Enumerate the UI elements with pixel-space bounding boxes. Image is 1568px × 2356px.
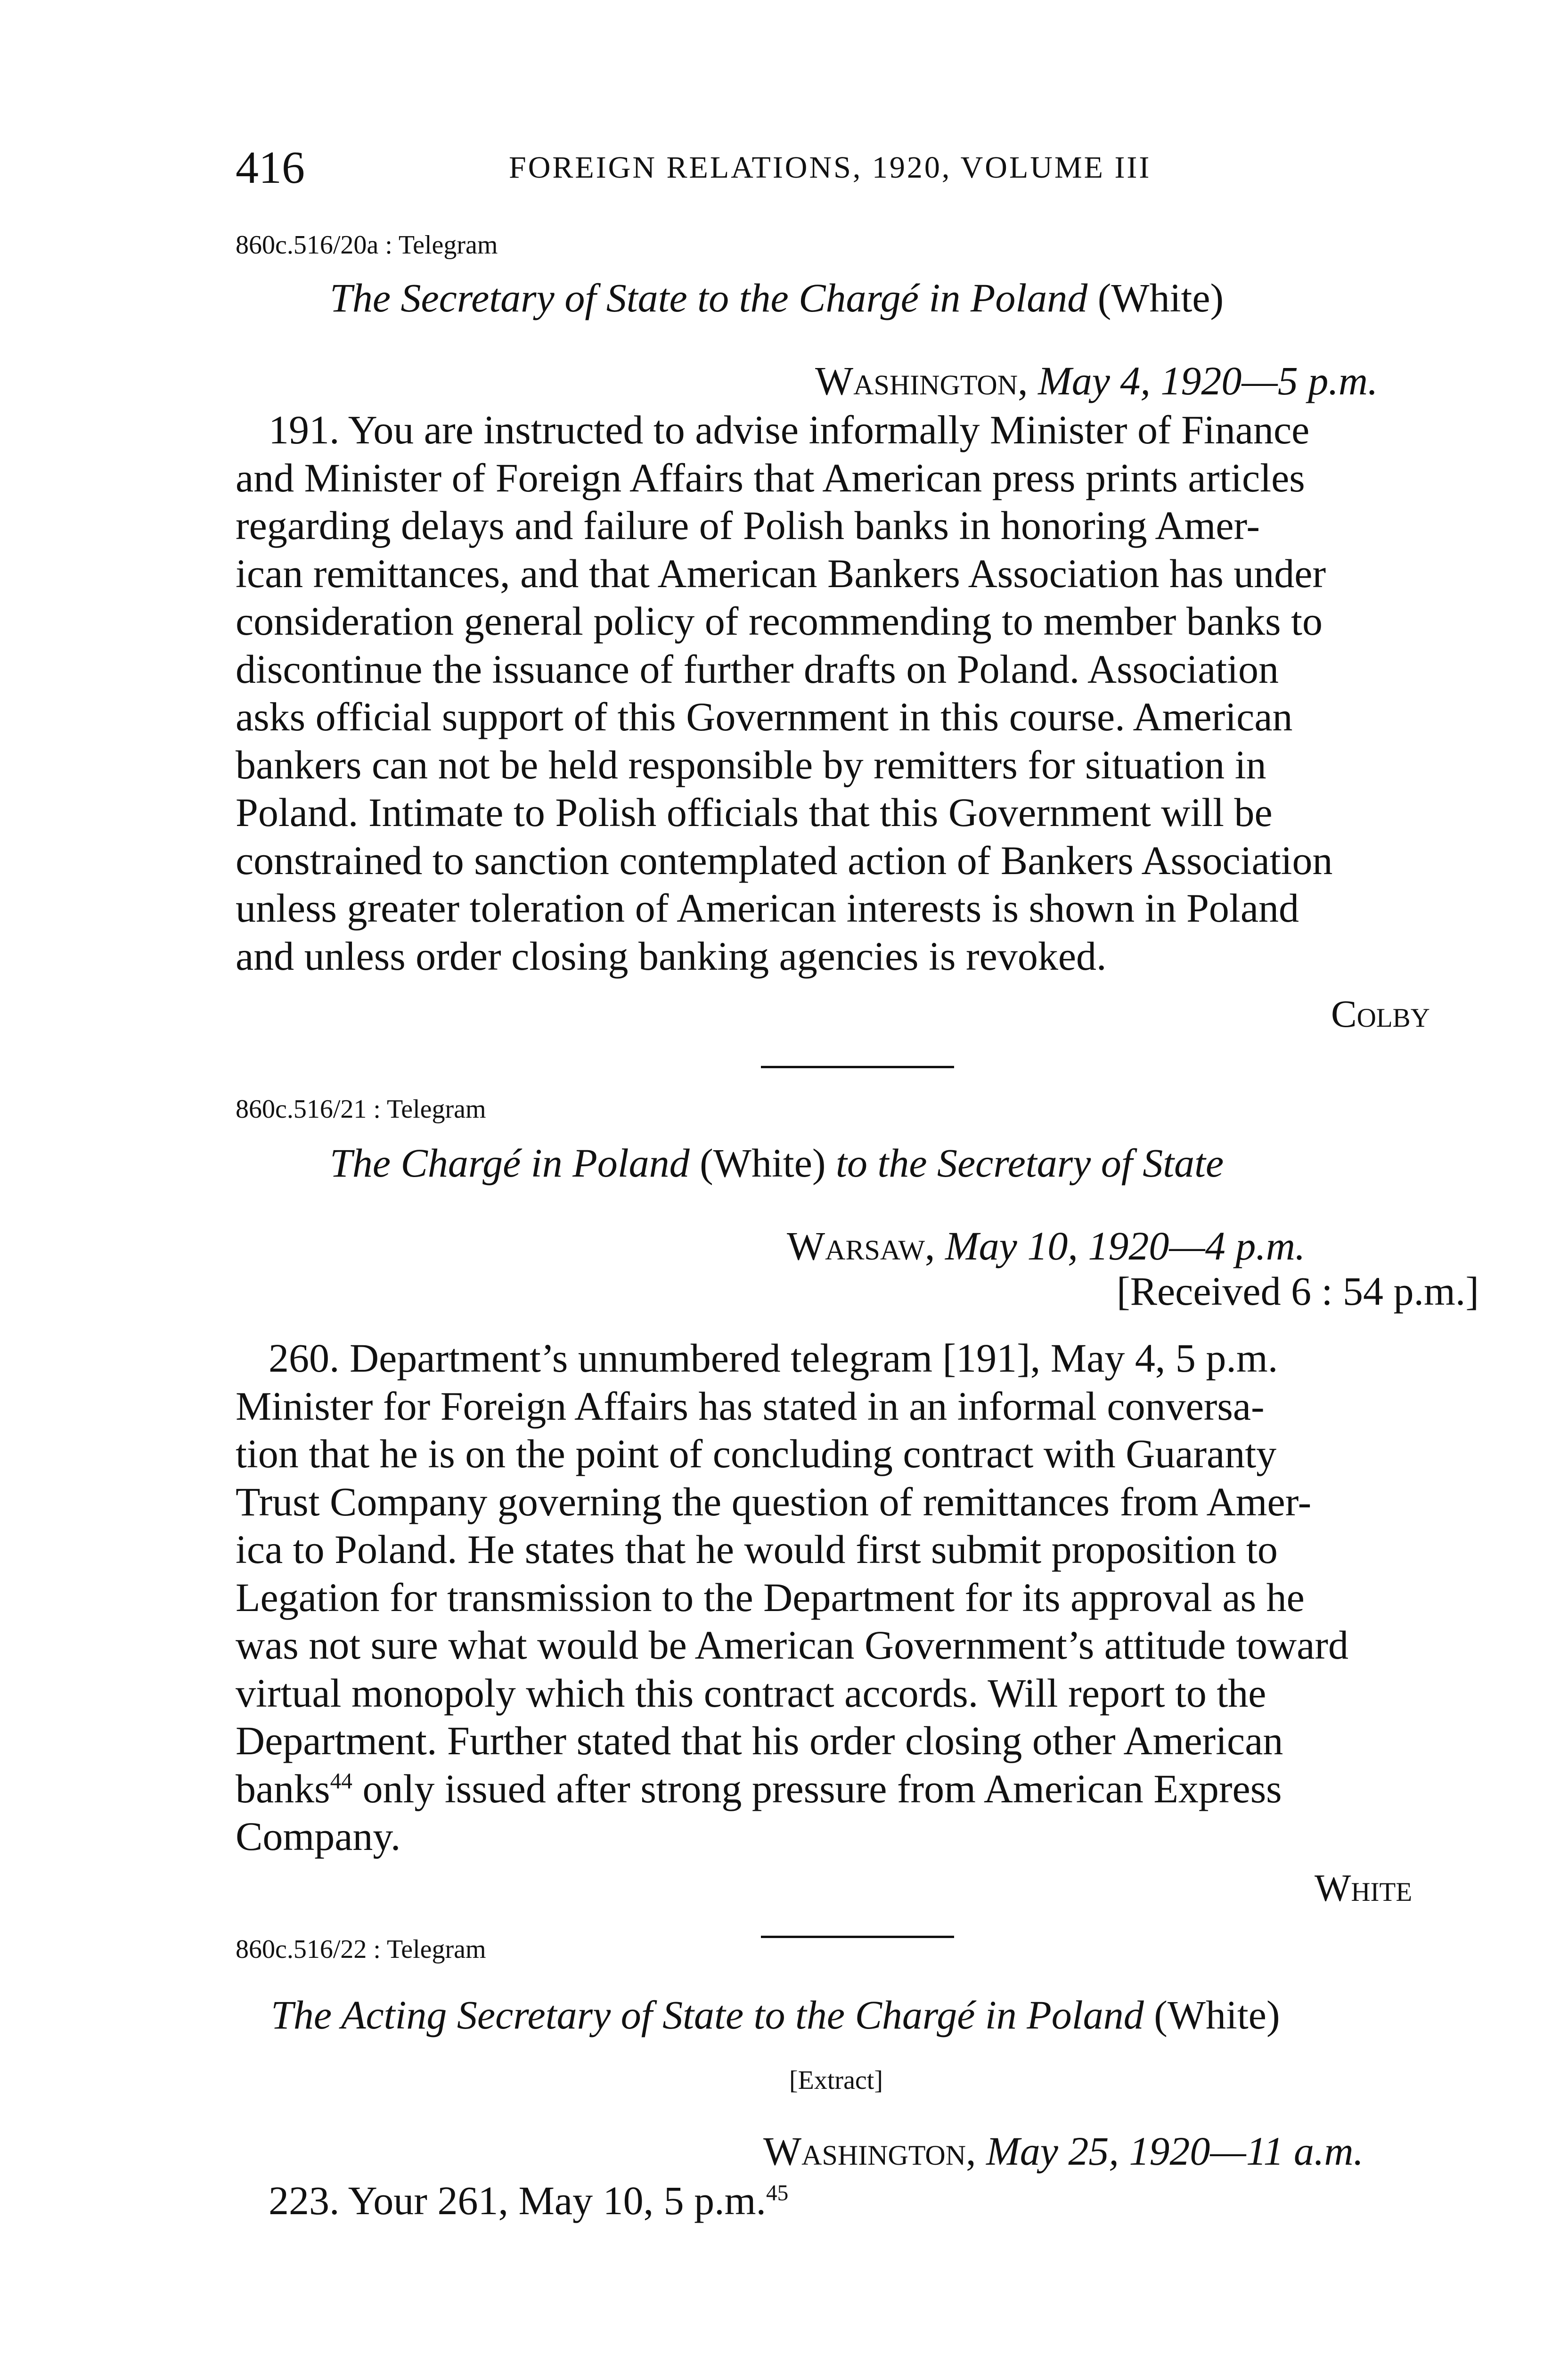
doc3-body <box>269 2177 1482 2225</box>
doc3-body-line: 223. Your 261, May 10, 5 p.m. <box>269 2178 766 2223</box>
doc3-dateline-place: Washington, <box>763 2128 976 2174</box>
doc1-body-line: Poland. Intimate to Polish officials that this Government will be <box>236 790 1273 835</box>
doc2-body-line: 260. Department’s unnumbered telegram [191], May 4, 5 p.m. <box>269 1335 1278 1381</box>
doc2-body-line: ica to Poland. He states that he would first submit proposition to <box>236 1527 1278 1572</box>
doc3-dateline <box>763 2127 1364 2175</box>
doc1-body-line: asks official support of this Government in this course. American <box>236 694 1293 739</box>
doc2-body-line: Minister for Foreign Affairs has stated in an informal conversa- <box>236 1383 1265 1429</box>
doc2-body-line: virtual monopoly which this contract accords. Will report to the <box>236 1670 1266 1716</box>
doc2-banks-word: banks <box>236 1766 330 1811</box>
doc2-body <box>236 1334 1449 1861</box>
doc1-body-line: consideration general policy of recommending to member banks to <box>236 598 1323 644</box>
doc3-extract-label: [Extract] <box>789 2066 883 2095</box>
doc1-body-line: constrained to sanction contemplated action of Bankers Association <box>236 837 1333 883</box>
doc1-title-paren: (White) <box>1097 275 1224 320</box>
doc2-dateline-date: May 10, 1920—4 p.m. <box>945 1223 1306 1268</box>
doc2-title-post: to the Secretary of State <box>836 1140 1224 1186</box>
doc3-file-ref: 860c.516/22 : Telegram <box>236 1935 486 1964</box>
doc2-title-pre: The Chargé in Poland <box>330 1140 690 1186</box>
doc1-dateline-place: Washington, <box>815 358 1028 403</box>
doc3-dateline-date: May 25, 1920—11 a.m. <box>986 2128 1364 2174</box>
footnote-ref-44: 44 <box>330 1768 352 1793</box>
doc2-title-paren: (White) <box>700 1140 826 1186</box>
doc3-title-paren: (White) <box>1154 1992 1280 2037</box>
section-divider <box>761 1066 954 1068</box>
doc1-body-line: bankers can not be held responsible by remitters for situation in <box>236 742 1266 787</box>
doc1-body <box>236 406 1449 980</box>
doc1-body-line: discontinue the issuance of further drafts on Poland. Association <box>236 646 1279 692</box>
doc2-body-line-banks <box>236 1765 1449 1813</box>
doc1-signature: Colby <box>1331 992 1430 1035</box>
page-number: 416 <box>236 142 305 193</box>
doc2-body-line: Company. <box>236 1814 401 1859</box>
doc2-file-ref: 860c.516/21 : Telegram <box>236 1095 486 1124</box>
doc1-dateline <box>815 357 1378 404</box>
section-divider <box>761 1936 954 1938</box>
doc2-body-line: Legation for transmission to the Department for its approval as he <box>236 1574 1305 1620</box>
doc1-title-text: The Secretary of State to the Chargé in Poland <box>330 275 1088 320</box>
doc1-body-line: and Minister of Foreign Affairs that American press prints articles <box>236 455 1305 500</box>
doc2-dateline <box>787 1222 1305 1269</box>
doc1-file-ref: 860c.516/20a : Telegram <box>236 230 498 260</box>
doc3-title <box>271 1991 1280 2038</box>
doc2-signature: White <box>1315 1866 1413 1909</box>
doc2-banks-rest: only issued after strong pressure from American Express <box>362 1766 1282 1811</box>
footnote-ref-45: 45 <box>766 2181 789 2206</box>
doc2-body-line: Trust Company governing the question of remittances from Amer- <box>236 1479 1312 1524</box>
doc1-body-line: regarding delays and failure of Polish banks in honoring Amer- <box>236 503 1260 548</box>
doc1-body-line: ican remittances, and that American Bankers Association has under <box>236 550 1326 596</box>
doc1-body-line: unless greater toleration of American interests is shown in Poland <box>236 885 1299 931</box>
doc1-dateline-date: May 4, 1920—5 p.m. <box>1038 358 1378 403</box>
doc2-dateline-place: Warsaw, <box>787 1223 935 1268</box>
doc1-title <box>330 274 1224 321</box>
doc2-body-line: Department. Further stated that his order closing other American <box>236 1718 1283 1763</box>
doc1-body-line: and unless order closing banking agencies is revoked. <box>236 933 1107 979</box>
doc1-body-line: 191. You are instructed to advise informally Minister of Finance <box>269 407 1310 452</box>
doc3-title-text: The Acting Secretary of State to the Chargé in Poland <box>271 1992 1144 2037</box>
doc2-body-line: was not sure what would be American Government’s attitude toward <box>236 1622 1349 1668</box>
doc2-title <box>330 1139 1224 1186</box>
doc2-body-line: tion that he is on the point of concluding contract with Guaranty <box>236 1431 1277 1476</box>
running-head: FOREIGN RELATIONS, 1920, VOLUME III <box>509 150 1152 185</box>
doc2-received: [Received 6 : 54 p.m.] <box>1117 1268 1479 1314</box>
